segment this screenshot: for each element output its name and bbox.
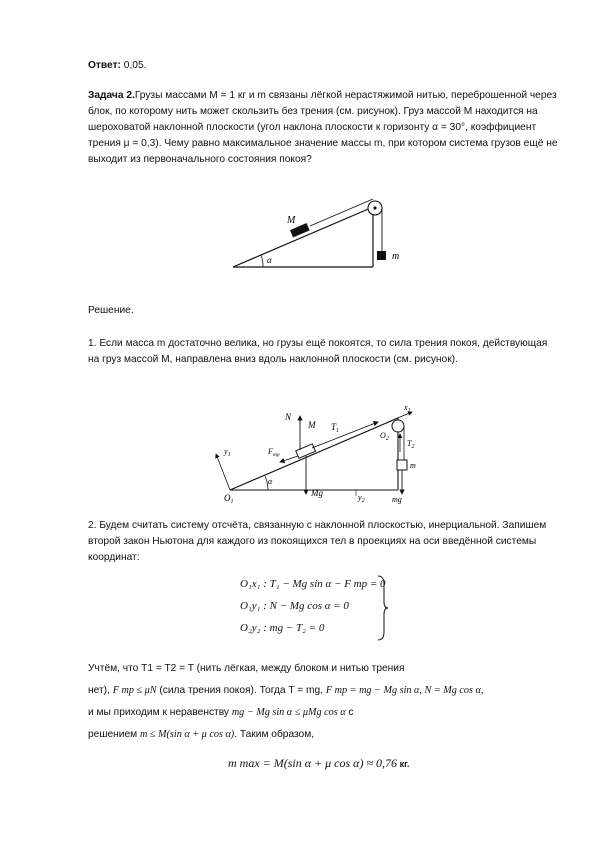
T1-label: T <box>331 422 337 432</box>
y2-axis-label: y <box>358 493 362 502</box>
step2-paragraph <box>88 518 558 566</box>
T2-label: T <box>407 439 412 448</box>
figure-forces <box>208 404 418 504</box>
conclusion <box>88 658 558 776</box>
y1-axis-label: y <box>224 447 228 456</box>
final-equation: m max = M(sin α + μ cos α) ≈ 0,76 <box>228 756 398 770</box>
svg-text:T2: $T_2$ <box>407 439 415 450</box>
fig2-alpha: α <box>268 477 273 486</box>
inequality-solution: m ≤ M(sin α + μ cos α) <box>140 729 235 740</box>
O2-label: O <box>380 431 386 440</box>
equation-1: O₁x₁ : T₁ − Mg sin α − F тр = 0 <box>240 578 386 590</box>
svg-text:T1: $T_1$ <box>331 422 340 434</box>
conclusion-line1: Учтём, что T1 = T2 = T (нить лёгкая, между блоком и нитью трения <box>88 663 405 674</box>
mg-label: mg <box>392 495 402 504</box>
inequality-friction: F тр ≤ μN <box>112 685 157 696</box>
conclusion-line4: решением m ≤ M(sin α + μ cos α). Таким образом, <box>88 729 315 740</box>
task-paragraph <box>88 88 558 168</box>
svg-text:y1: $y_1$ <box>224 447 231 458</box>
fig2-block-m <box>397 460 407 470</box>
answer-line <box>88 58 558 74</box>
svg-text:Fтр: $F_{тр}$ <box>268 447 280 458</box>
fig2-m-label: m <box>410 461 416 470</box>
O1-label: O <box>224 493 231 503</box>
equation-system <box>240 578 390 640</box>
normal-equation: , N = Mg cos α, <box>419 685 484 696</box>
step1-paragraph <box>88 336 558 368</box>
block-m <box>377 251 386 260</box>
mass-m-label: m <box>392 251 400 262</box>
svg-text:O1: $O_1$ <box>224 493 234 504</box>
step1-text: 1. Если масса m достаточно велика, но грузы ещё покоятся, то сила трения покоя, действующая на груз массой М, направлена вниз вдоль наклонной плоскости (см. рисунок). <box>88 338 548 365</box>
Ftr-label: F <box>268 447 273 456</box>
svg-text:O2: $O_2$ <box>380 431 389 442</box>
equation-2: O₁y₁ : N − Mg cos α = 0 <box>240 600 349 612</box>
friction-equation: F тр = mg − Mg sin α <box>325 685 420 696</box>
figure-incline <box>225 195 405 275</box>
final-unit: кг. <box>397 759 410 769</box>
final-answer <box>88 752 558 776</box>
solution-title <box>88 303 558 319</box>
Mg-label: Mg <box>311 488 323 498</box>
fig2-M-label: M <box>308 420 316 430</box>
conclusion-line3: и мы приходим к неравенству mg − Mg sin α ≤ μMg cos α с <box>88 707 354 718</box>
fig2-pulley-icon <box>392 420 404 432</box>
N-label: N <box>285 412 292 422</box>
solution-title-text: Решение. <box>88 305 134 316</box>
conclusion-line2: нет), F тр ≤ μN (сила трения покоя). Тогда T = mg, F тр = mg − Mg sin α, N = Mg cos α, <box>88 685 484 696</box>
x1-axis-label: x <box>404 404 408 412</box>
answer-value: 0,05. <box>120 60 147 71</box>
equation-3: O₂y₂ : mg − T₂ = 0 <box>240 622 325 634</box>
task-text: Грузы массами М = 1 кг и m связаны лёгкой нерастяжимой нитью, переброшенной через блок, по которому нить может скользить без трения (см. рисунок). Груз массой М находится на шероховатой наклонной плоскости (угол наклона плоскости к горизонту α = 30°, коэффициент трения μ = 0,3). Чему равно максимальное значение массы m, при котором система грузов ещё не выходит из первоначального состояния покоя? <box>88 90 558 165</box>
inequality-main: mg − Mg sin α ≤ μMg cos α <box>231 707 346 718</box>
svg-text:x1: $x_1$ <box>404 404 411 414</box>
system-brace <box>376 574 390 642</box>
alpha-label: α <box>267 255 272 265</box>
svg-text:y2: $y_2$ <box>358 493 365 504</box>
task-label: Задача 2. <box>88 90 135 101</box>
step2-text: 2. Будем считать систему отсчёта, связанную с наклонной плоскостью, инерциальной. Запишем второй закон Ньютона для каждого из покоящихся тел в проекциях на оси введённой системы координат: <box>88 520 547 563</box>
answer-label: Ответ: <box>88 60 121 71</box>
mass-M-label: M <box>287 215 296 226</box>
